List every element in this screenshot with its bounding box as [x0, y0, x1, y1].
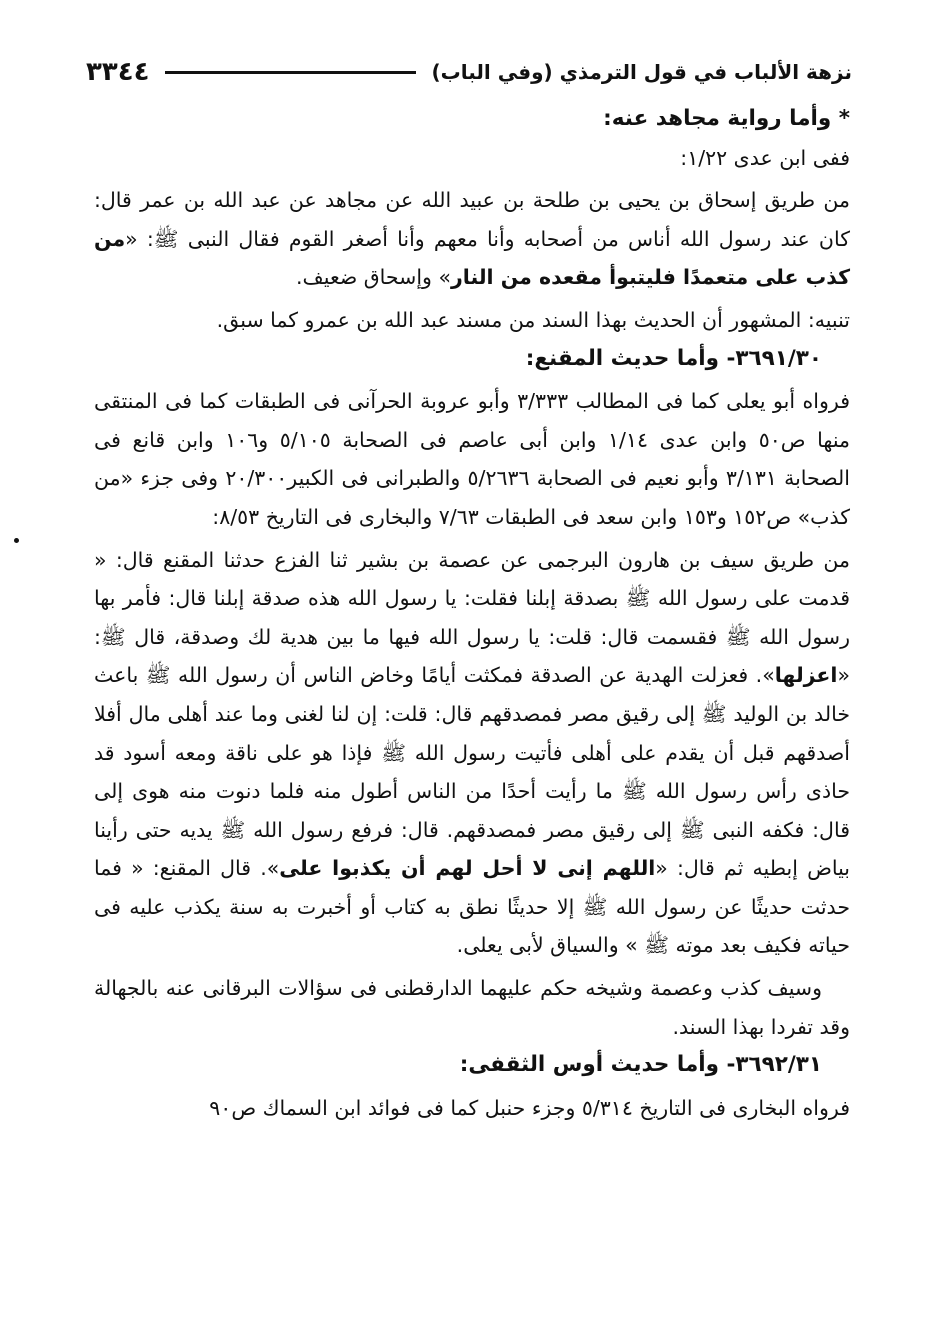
text-run: من طريق إسحاق بن يحيى بن طلحة بن عبيد الله عن مجاهد عن عبد الله بن عمر قال: كان عند رسول الله أناس من أصحابه وأنا معهم وأنا أصغر القوم فقال النبى ﷺ: «	[94, 188, 850, 251]
section-heading-muqanna: ٣٦٩١/٣٠- وأما حديث المقنع:	[525, 345, 822, 371]
header-rule	[165, 71, 415, 74]
page-body	[94, 100, 850, 1127]
hadith-quote: اللهم إنى لا أحل لهم أن يكذبوا على	[279, 856, 656, 881]
section-heading-aws: ٣٦٩٢/٣١- وأما حديث أوس الثقفى:	[459, 1052, 822, 1078]
paragraph: وسيف كذب وعصمة وشيخه حكم عليهما الدارقطنى فى سؤالات البرقانى عنه بالجهالة وقد تفردا بهذا السند.	[94, 976, 850, 1039]
paragraph: فرواه أبو يعلى كما فى المطالب ٣/٣٣٣ وأبو عروبة الحرآنى فى الطبقات كما فى المنتقى منها ص٥٠ وابن عدى ١/١٤ وابن أبى عاصم فى الصحابة ٥/١٠٥ و١٠٦ وابن قانع فى الصحابة ٣/١٣١ وأبو نعيم فى الصحابة ٥/٢٦٣٦ والطبرانى فى الكبير٢٠/٣٠٠ وفى جزء «من كذب» ص١٥٢ و١٥٣ وابن سعد فى الطبقات ٧/٦٣ والبخارى فى التاريخ ٨/٥٣:	[94, 389, 850, 529]
text-run: ». قال المقنع: « فما حدثت حديثًا عن رسول الله ﷺ إلا حديثًا نطق به كتاب أو أخبرت به سنة يكذب عليه فى حياته فكيف بعد موته ﷺ » والسياق لأبى يعلى.	[94, 856, 850, 958]
text-run: » وإسحاق ضعيف.	[296, 265, 451, 290]
paragraph	[94, 181, 850, 297]
page-header	[86, 52, 852, 92]
paragraph: فرواه البخارى فى التاريخ ٥/٣١٤ وجزء حنبل كما فى فوائد ابن السماك ص٩٠	[209, 1095, 850, 1120]
page-number: ٣٣٤٤	[86, 57, 150, 87]
text-run: من طريق سيف بن هارون البرجمى عن عصمة بن بشير ثنا الفزع حدثنا المقنع قال: « قدمت على رسول الله ﷺ بصدقة إبلنا فقلت: يا رسول الله هذه صدقة إبلنا قال: فأمر بها رسول الله ﷺ فقسمت قال: قلت: يا رسول الله فيها ما بين هدية لك وصدقة، قال ﷺ: «	[94, 547, 850, 688]
paragraph	[94, 541, 850, 966]
text-run: ». فعزلت الهدية عن الصدقة فمكثت أيامًا وخاض الناس أن رسول الله ﷺ باعث خالد بن الوليد ﷺ إلى رقيق مصر فمصدقهم قال: قلت: إن لنا لغنى وما عند أهلى مال أفلا أصدقهم قبل أن يقدم على أهلى فأتيت رسول الله ﷺ فإذا هو على ناقة ومعه أسود قد حاذى رأس رسول الله ﷺ ما رأيت أحدًا من الناس أطول منه فلما دنوت منه هوى إلى قال: فكفه النبى ﷺ إلى رقيق مصر فمصدقهم. قال: فرفع رسول الله ﷺ يديه حتى رأينا بياض إبطيه ثم قال: «	[94, 663, 851, 881]
paragraph: ففى ابن عدى ١/٢٢:	[680, 145, 850, 170]
running-title: نزهة الألباب في قول الترمذي (وفي الباب)	[431, 60, 852, 84]
section-heading-mujahid: * وأما رواية مجاهد عنه:	[603, 106, 850, 131]
hadith-quote: من كذب على متعمدًا فليتبوأ مقعده من النار	[94, 226, 850, 290]
hadith-quote: اعزلها	[774, 663, 838, 688]
margin-dot	[14, 538, 19, 543]
note-paragraph: تنبيه: المشهور أن الحديث بهذا السند من مسند عبد الله بن عمرو كما سبق.	[216, 307, 850, 332]
